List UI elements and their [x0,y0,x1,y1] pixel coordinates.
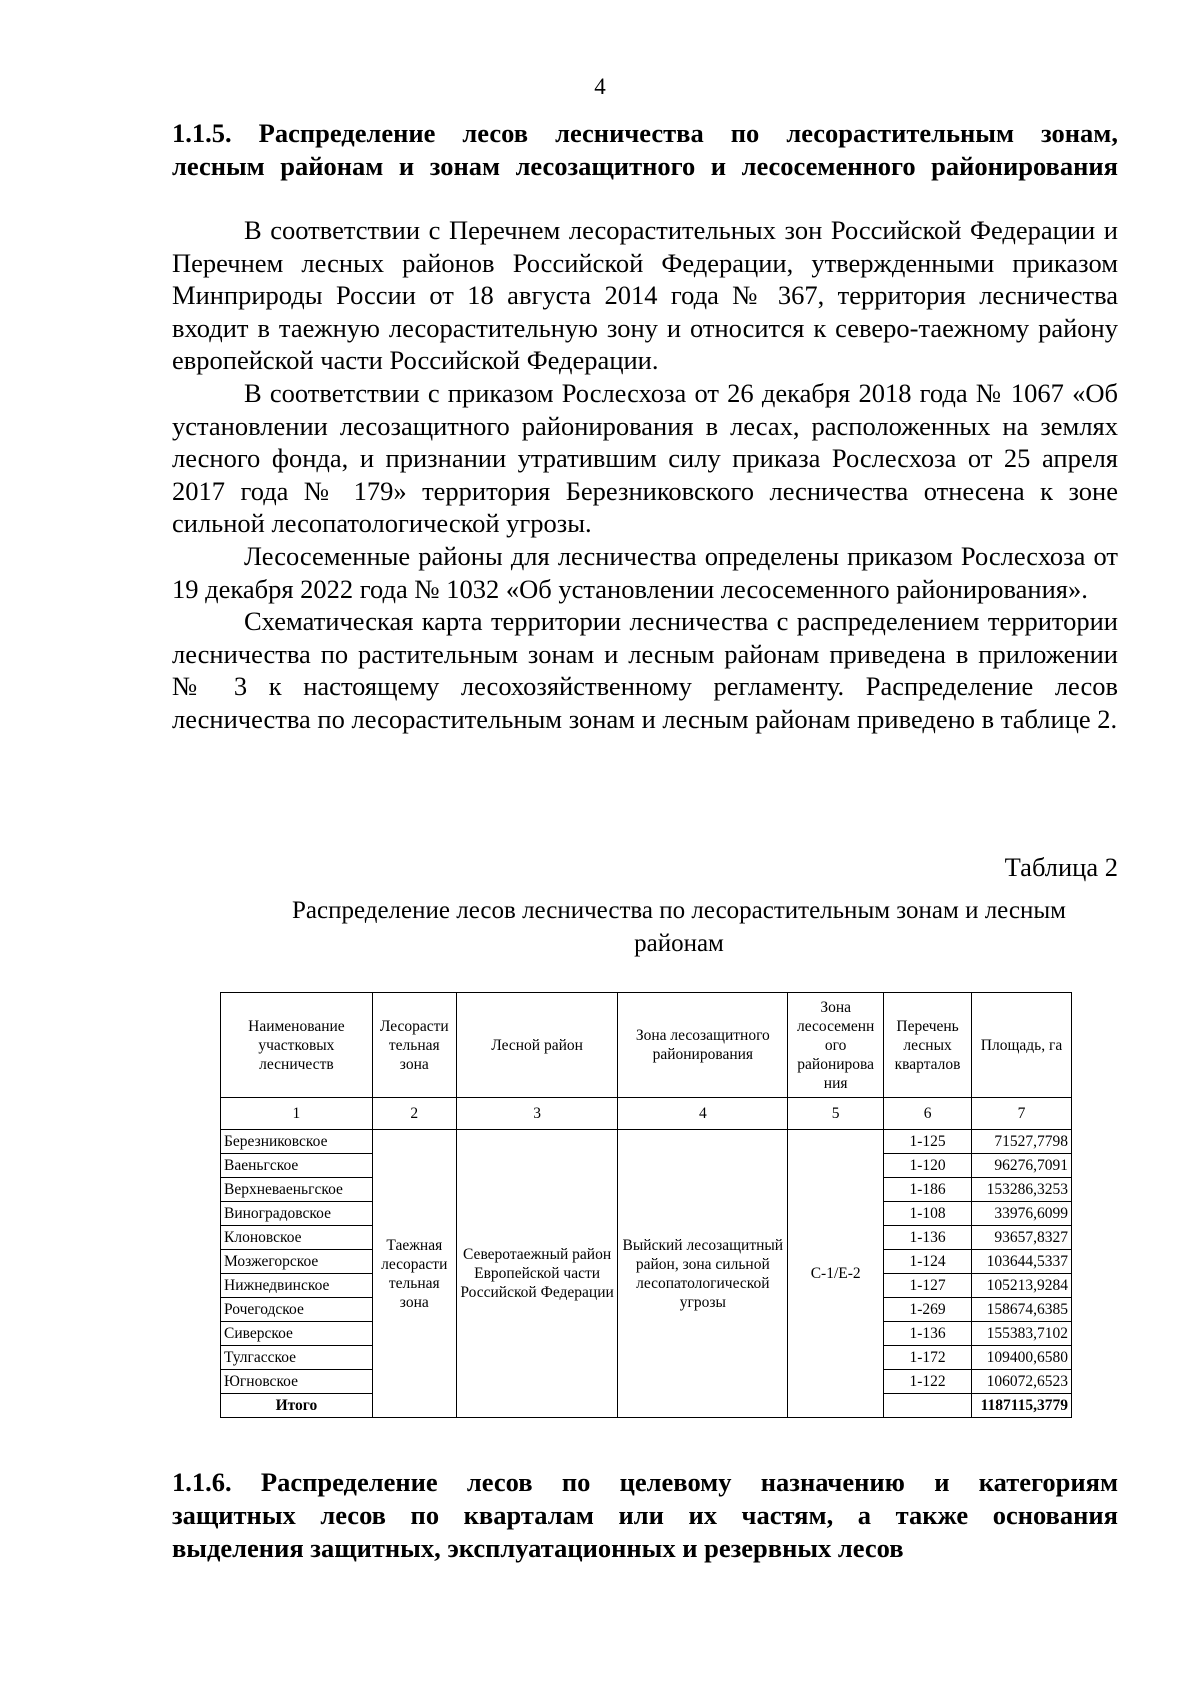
area-cell: 153286,3253 [972,1178,1072,1202]
column-number-row [221,1098,1072,1130]
area-cell: 106072,6523 [972,1370,1072,1394]
column-number: 5 [788,1098,884,1130]
forestry-name: Рочегодское [221,1298,373,1322]
column-number: 2 [372,1098,456,1130]
caption-line: Распределение лесов лесничества по лесорастительным зонам и лесным [291,897,1066,924]
area-cell: 33976,6099 [972,1202,1072,1226]
total-area: 1187115,3779 [972,1394,1072,1418]
forestry-name: Березниковское [221,1130,373,1154]
caption-line: районам [634,930,724,957]
quarters-cell: 1-136 [884,1322,972,1346]
area-cell: 96276,7091 [972,1154,1072,1178]
forestry-name: Клоновское [221,1226,373,1250]
seed-zone-cell: С-1/Е-2 [788,1130,884,1418]
forestry-name: Ваеньгское [221,1154,373,1178]
quarters-cell: 1-122 [884,1370,972,1394]
header-cell: Перечень лесных кварталов [884,993,972,1098]
area-cell: 93657,8327 [972,1226,1072,1250]
header-cell: Наименование участковых лесничеств [221,993,373,1098]
paragraph: Схематическая карта территории лесничества с распределением территории лесничества по растительным зонам и лесным районам приведена в приложении № 3 к настоящему лесохозяйственному регламенту. Распределение лесов лесничества по лесорастительным зонам и лесным районам приведено в таблице 2. [172,606,1118,734]
quarters-cell: 1-136 [884,1226,972,1250]
forestry-name: Виноградовское [221,1202,373,1226]
forestry-name: Мозжегорское [221,1250,373,1274]
table-caption [240,894,1118,960]
table-header-row [221,993,1072,1098]
table-number-label: Таблица 2 [1004,852,1118,882]
vegetation-zone-cell: Таежная лесорасти тельная зона [372,1130,456,1418]
column-number: 3 [456,1098,618,1130]
paragraph: Лесосеменные районы для лесничества определены приказом Рослесхоза от 19 декабря 2022 года № 1032 «Об установлении лесосеменного районирования». [172,540,1118,604]
paragraph: В соответствии с Перечнем лесорастительных зон Российской Федерации и Перечнем лесных районов Российской Федерации, утвержденными приказом Минприроды России от 18 августа 2014 года № 367, территория лесничества входит в таежную лесорастительную зону и относится к северо-таежному району европейской части Российской Федерации. [172,215,1118,376]
header-cell: Зона лесозащитного районирования [618,993,788,1098]
forestry-name: Тулгасское [221,1346,373,1370]
forestry-name: Югновское [221,1370,373,1394]
quarters-cell: 1-125 [884,1130,972,1154]
heading-line: выделения защитных, эксплуатационных и резервных лесов [172,1533,904,1563]
column-number: 7 [972,1098,1072,1130]
column-number: 6 [884,1098,972,1130]
forestry-name: Нижнедвинское [221,1274,373,1298]
heading-line: 1.1.6. Распределение лесов по целевому назначению и категориям [172,1467,1118,1497]
section-heading-1-1-6 [172,1466,1118,1565]
total-quarters-cell [884,1394,972,1418]
quarters-cell: 1-186 [884,1178,972,1202]
forest-distribution-table [220,992,1072,1418]
area-cell: 109400,6580 [972,1346,1072,1370]
column-number: 1 [221,1098,373,1130]
heading-line: лесным районам и зонам лесозащитного и лесосеменного районирования [172,151,1118,181]
heading-line: 1.1.5. Распределение лесов лесничества по лесорастительным зонам, [172,118,1118,148]
section-heading-1-1-5 [172,117,1118,183]
quarters-cell: 1-172 [884,1346,972,1370]
forest-district-cell: Северотаежный район Европейской части Российской Федерации [456,1130,618,1418]
body-text [172,214,1118,736]
forestry-name: Верхневаеньгское [221,1178,373,1202]
area-cell: 105213,9284 [972,1274,1072,1298]
area-cell: 71527,7798 [972,1130,1072,1154]
page-number: 4 [594,74,606,99]
quarters-cell: 1-127 [884,1274,972,1298]
area-cell: 155383,7102 [972,1322,1072,1346]
area-cell: 103644,5337 [972,1250,1072,1274]
header-cell: Площадь, га [972,993,1072,1098]
header-cell: Лесорасти тельная зона [372,993,456,1098]
quarters-cell: 1-124 [884,1250,972,1274]
quarters-cell: 1-108 [884,1202,972,1226]
quarters-cell: 1-120 [884,1154,972,1178]
column-number: 4 [618,1098,788,1130]
header-cell: Лесной район [456,993,618,1098]
area-cell: 158674,6385 [972,1298,1072,1322]
heading-line: защитных лесов по кварталам или их частям, а также основания [172,1500,1118,1530]
total-label: Итого [221,1394,373,1418]
quarters-cell: 1-269 [884,1298,972,1322]
protection-zone-cell: Выйский лесозащитный район, зона сильной лесопатологической угрозы [618,1130,788,1418]
table-row [221,1130,1072,1154]
paragraph: В соответствии с приказом Рослесхоза от 26 декабря 2018 года № 1067 «Об установлении лесозащитного районирования в лесах, расположенных на землях лесного фонда, и признании утратившим силу приказа Рослесхоза от 25 апреля 2017 года № 179» территория Березниковского лесничества отнесена к зоне сильной лесопатологической угрозы. [172,377,1118,539]
forestry-name: Сиверское [221,1322,373,1346]
header-cell: Зона лесосеменн ого районирова ния [788,993,884,1098]
